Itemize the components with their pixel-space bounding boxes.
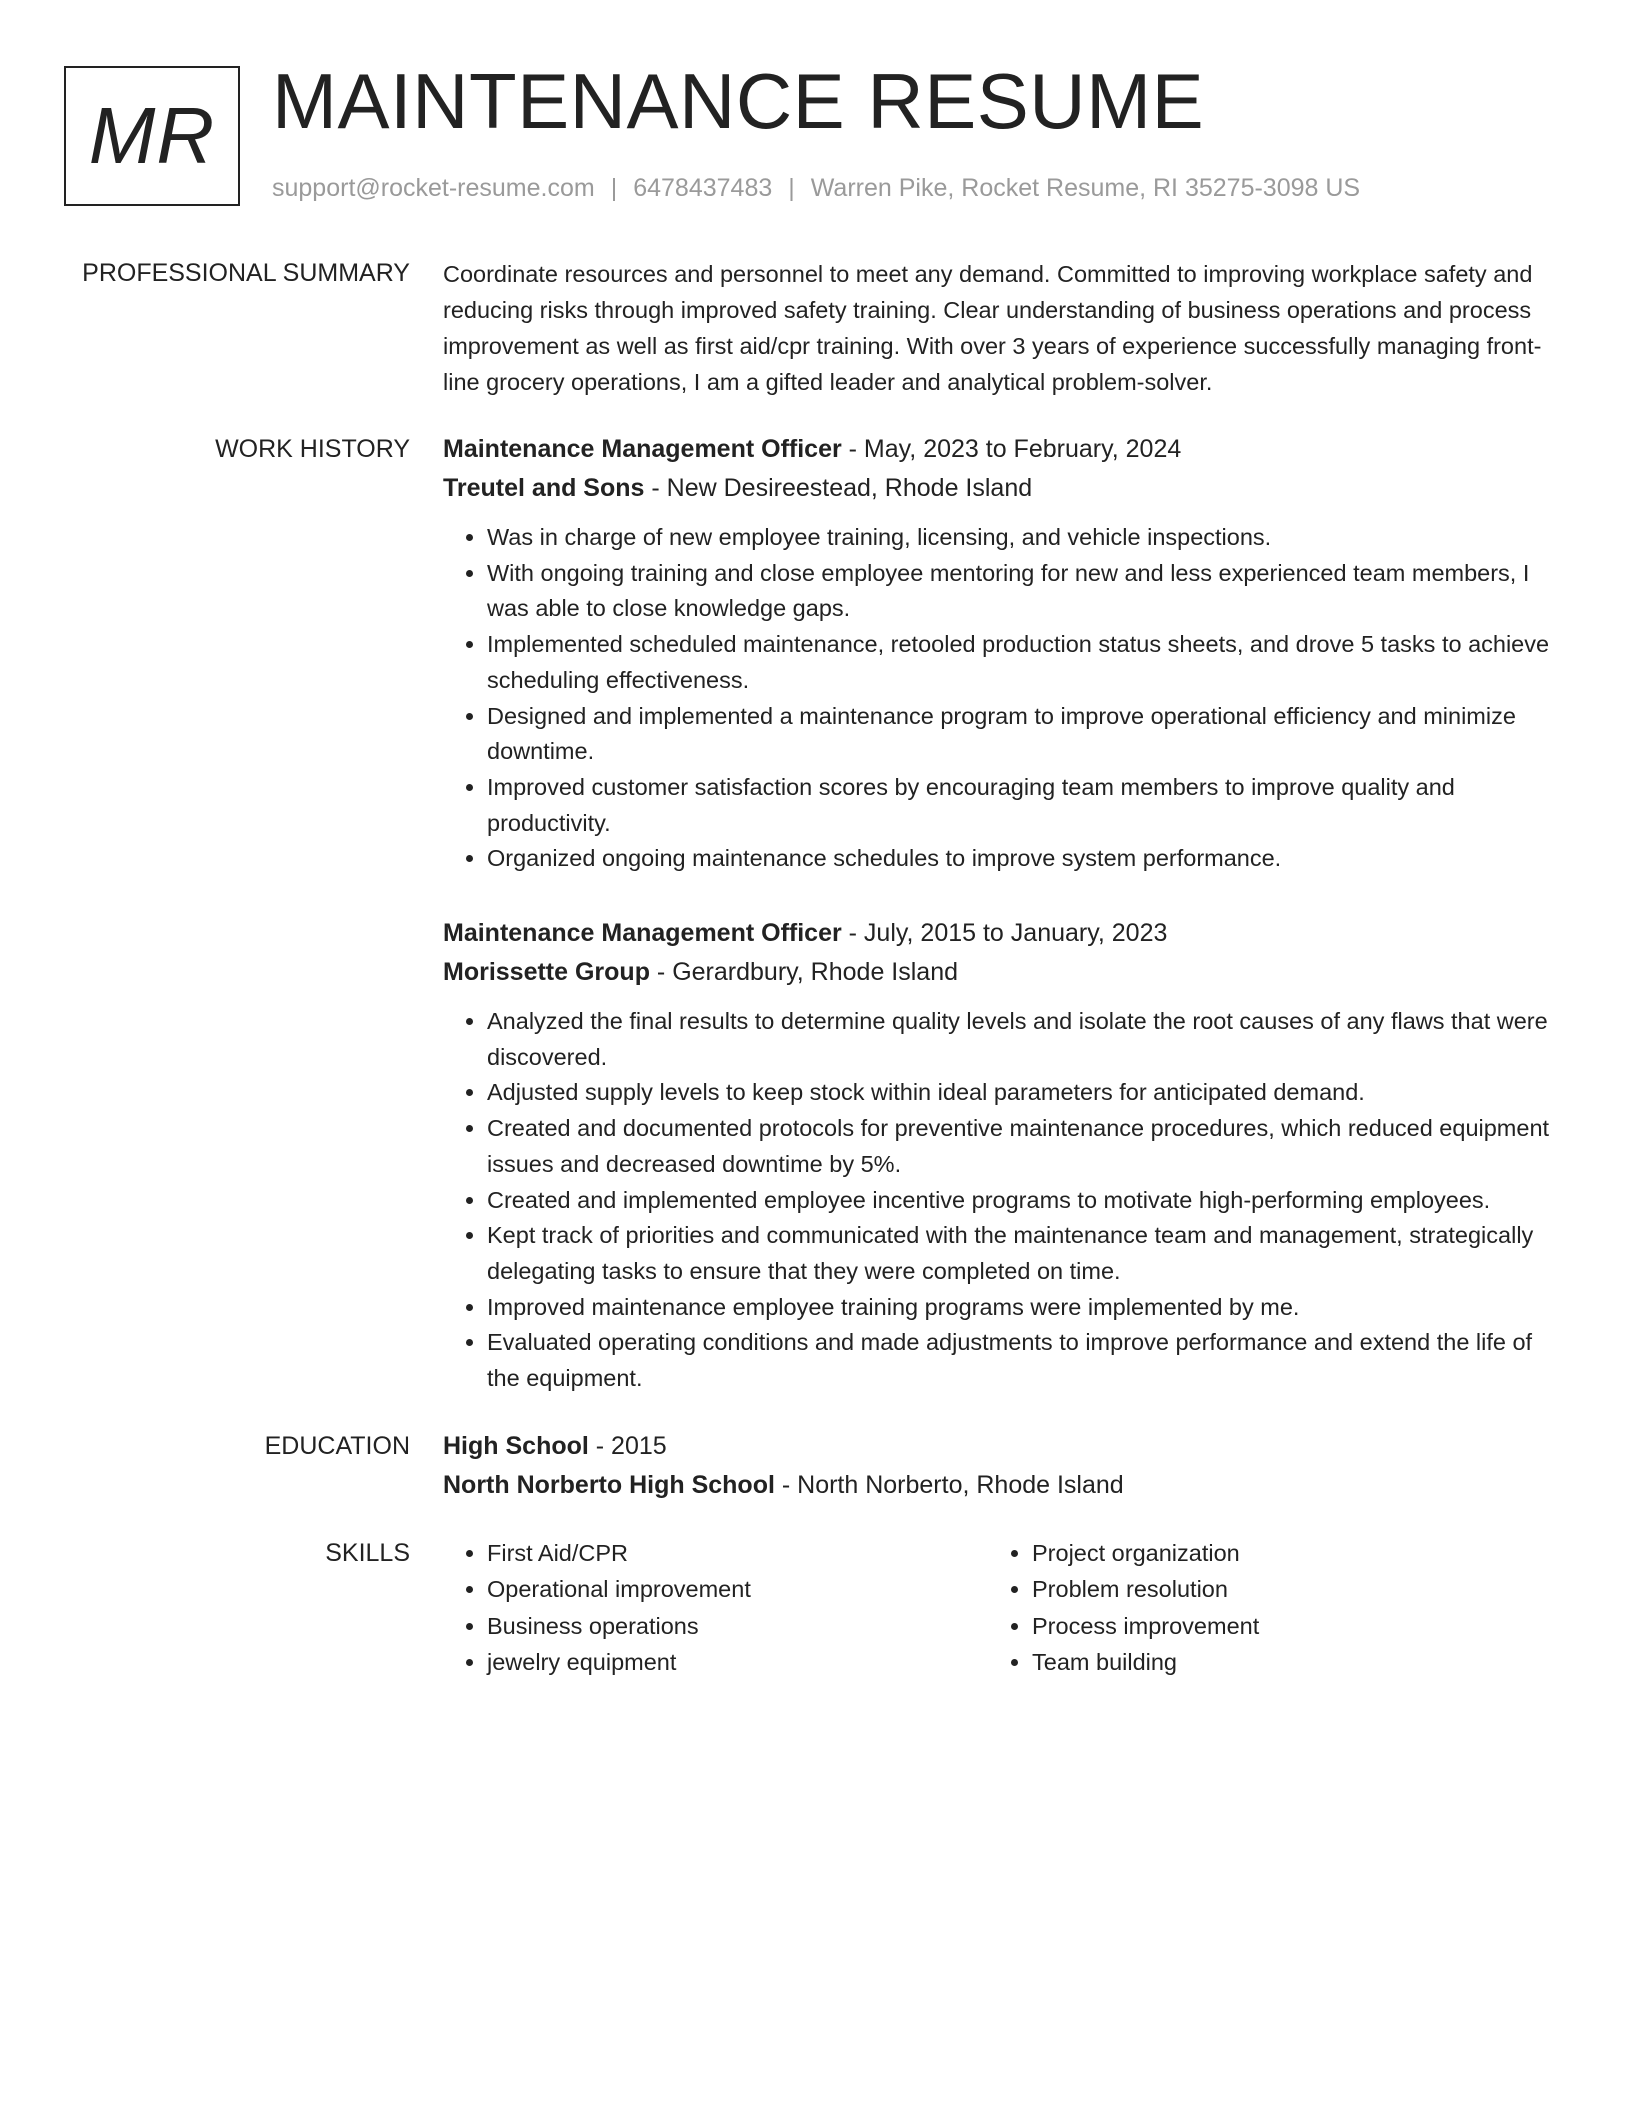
education-school-line [443, 1466, 1563, 1505]
job-bullet: • Created and documented protocols for preventive maintenance procedures, which reduced equipment issues and decreased downtime by 5%. [487, 1111, 1563, 1182]
job-company: Morissette Group [443, 958, 650, 986]
job-title-line [443, 914, 1563, 953]
skill-item: • jewelry equipment [487, 1644, 988, 1680]
skill-item: • Process improvement [1032, 1608, 1533, 1644]
job-bullet: • Evaluated operating conditions and made adjustments to improve performance and extend the life of the equipment. [487, 1325, 1563, 1396]
education-year: - 2015 [588, 1432, 667, 1460]
job-company: Treutel and Sons [443, 474, 645, 502]
skills-column-right [988, 1535, 1533, 1680]
job-bullet: • Designed and implemented a maintenance program to improve operational efficiency and minimize downtime. [487, 699, 1563, 770]
job-company-line [443, 953, 1563, 992]
job-location: - New Desireestead, Rhode Island [644, 474, 1033, 502]
job-company-line [443, 469, 1563, 508]
job-bullets [443, 520, 1563, 877]
monogram-box [64, 66, 240, 206]
education-school: North Norberto High School [443, 1471, 775, 1499]
skills-list [988, 1535, 1533, 1680]
job-bullet: • Created and implemented employee incentive programs to motivate high-performing employees. [487, 1183, 1563, 1219]
job-bullet: • With ongoing training and close employee mentoring for new and less experienced team members, I was able to close knowledge gaps. [487, 556, 1563, 627]
summary-text: Coordinate resources and personnel to meet any demand. Committed to improving workplace safety and reducing risks through improved safety training. Clear understanding of business operations and process improvement as well as first aid/cpr training. With over 3 years of experience successfully managing front-line grocery operations, I am a gifted leader and analytical problem-solver. [443, 261, 1542, 395]
education-degree-line [443, 1427, 1563, 1466]
job-bullet: • Was in charge of new employee training, licensing, and vehicle inspections. [487, 520, 1563, 556]
section-label-education: EDUCATION [264, 1432, 410, 1460]
job-bullet: • Analyzed the final results to determine quality levels and isolate the root causes of any flaws that were discovered. [487, 1004, 1563, 1075]
contact-email: support@rocket-resume.com [272, 174, 595, 202]
skills-column-left [443, 1535, 988, 1680]
section-label-summary: PROFESSIONAL SUMMARY [82, 259, 410, 287]
section-label-work-history: WORK HISTORY [215, 435, 410, 463]
job-title: Maintenance Management Officer [443, 919, 842, 947]
job-title-line [443, 430, 1563, 469]
monogram-initials: MR [88, 91, 216, 180]
job-bullets [443, 1004, 1563, 1397]
job-dates: - July, 2015 to January, 2023 [841, 919, 1168, 947]
job-bullet: • Organized ongoing maintenance schedules to improve system performance. [487, 841, 1563, 877]
education-degree: High School [443, 1432, 589, 1460]
contact-separator: | [788, 174, 795, 202]
contact-separator: | [610, 174, 618, 202]
contact-phone: 6478437483 [633, 174, 773, 202]
job-location: - Gerardbury, Rhode Island [649, 958, 959, 986]
contact-address: Warren Pike, Rocket Resume, RI 35275-3098 US [810, 174, 1361, 202]
skill-item: • First Aid/CPR [487, 1535, 988, 1571]
skill-item: • Team building [1032, 1644, 1533, 1680]
job-bullet: • Adjusted supply levels to keep stock within ideal parameters for anticipated demand. [487, 1075, 1563, 1111]
resume-title: MAINTENANCE RESUME [272, 57, 1205, 145]
job-bullet: • Kept track of priorities and communicated with the maintenance team and management, strategically delegating tasks to ensure that they were completed on time. [487, 1218, 1563, 1289]
job-entry [443, 914, 1563, 1397]
skills-section [443, 1535, 1563, 1680]
skills-grid [443, 1535, 1563, 1680]
skills-list [443, 1535, 988, 1680]
section-label-skills: SKILLS [325, 1539, 410, 1567]
job-dates: - May, 2023 to February, 2024 [841, 435, 1182, 463]
education-entry [443, 1427, 1563, 1505]
job-title: Maintenance Management Officer [443, 435, 842, 463]
skill-item: • Project organization [1032, 1535, 1533, 1571]
job-bullet: • Improved maintenance employee training programs were implemented by me. [487, 1290, 1563, 1326]
skill-item: • Business operations [487, 1608, 988, 1644]
education-location: - North Norberto, Rhode Island [774, 1471, 1124, 1499]
job-bullet: • Implemented scheduled maintenance, retooled production status sheets, and drove 5 tasks to achieve scheduling effectiveness. [487, 627, 1563, 698]
contact-line [272, 173, 1360, 203]
summary-section [443, 256, 1563, 400]
job-entry [443, 430, 1563, 877]
skill-item: • Problem resolution [1032, 1571, 1533, 1607]
job-bullet: • Improved customer satisfaction scores by encouraging team members to improve quality and productivity. [487, 770, 1563, 841]
skill-item: • Operational improvement [487, 1571, 988, 1607]
